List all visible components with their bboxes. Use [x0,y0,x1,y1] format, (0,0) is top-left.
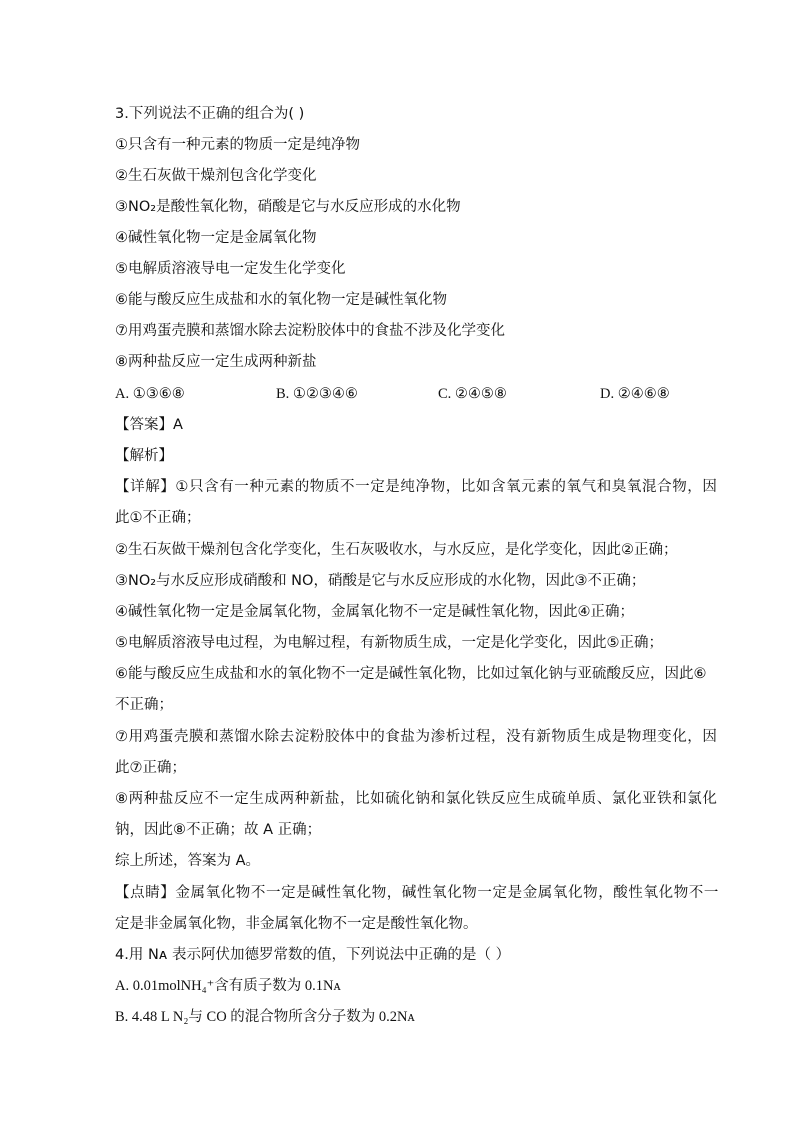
q3-statement-3: ③NO₂是酸性氧化物，硝酸是它与水反应形成的水化物 [115,199,461,215]
q3-option-d: D. ②④⑥⑧ [600,386,670,402]
q3-tip-line-2: 定是非金属氧化物，非金属氧化物不一定是酸性氧化物。 [115,916,478,932]
q3-detail-line-4: ③NO₂与水反应形成硝酸和 NO，硝酸是它与水反应形成的水化物，因此③不正确； [115,573,646,589]
q3-statement-4: ④碱性氧化物一定是金属氧化物 [115,230,317,246]
q3-detail-line-2: 此①不正确； [115,510,201,526]
q3-option-b: B. ①②③④⑥ [276,386,358,402]
q4-stem: 4.用 Nᴀ 表示阿伏加德罗常数的值，下列说法中正确的是（ ） [115,947,511,963]
q3-statement-8: ⑧两种盐反应一定生成两种新盐 [115,354,317,370]
q3-detail-line-13: 综上所述，答案为 A。 [115,853,261,869]
q3-statement-7: ⑦用鸡蛋壳膜和蒸馏水除去淀粉胶体中的食盐不涉及化学变化 [115,323,505,339]
q3-detail-line-9: ⑦用鸡蛋壳膜和蒸馏水除去淀粉胶体中的食盐为渗析过程，没有新物质生成是物理变化，因 [115,729,718,745]
q3-detail-line-10: 此⑦正确； [115,760,186,776]
q3-answer: 【答案】A [115,417,183,433]
q3-statement-5: ⑤电解质溶液导电一定发生化学变化 [115,261,346,277]
q3-analysis-heading: 【解析】 [115,448,173,464]
q3-detail-line-1: 【详解】①只含有一种元素的物质不一定是纯净物，比如含氧元素的氧气和臭氧混合物，因 [115,479,718,495]
q3-statement-2: ②生石灰做干燥剂包含化学变化 [115,168,317,184]
q3-detail-line-11: ⑧两种盐反应不一定生成两种新盐，比如硫化钠和氯化铁反应生成硫单质、氯化亚铁和氯化 [115,791,718,807]
q3-option-a: A. ①③⑥⑧ [115,386,185,402]
q3-detail-line-12: 钠，因此⑧不正确；故 A 正确； [115,822,322,838]
q3-statement-1: ①只含有一种元素的物质一定是纯净物 [115,137,360,153]
q3-detail-line-3: ②生石灰做干燥剂包含化学变化，生石灰吸收水，与水反应，是化学变化，因此②正确； [115,542,678,558]
q3-option-c: C. ②④⑤⑧ [438,386,507,402]
q3-tip-line-1: 【点睛】金属氧化物不一定是碱性氧化物，碱性氧化物一定是金属氧化物，酸性氧化物不一 [115,885,719,901]
q3-stem: 3.下列说法不正确的组合为( ) [115,106,305,122]
q3-detail-line-7: ⑥能与酸反应生成盐和水的氧化物不一定是碱性氧化物，比如过氧化钠与亚硫酸反应，因此⑥ [115,666,707,682]
q3-statement-6: ⑥能与酸反应生成盐和水的氧化物一定是碱性氧化物 [115,292,447,308]
q4-option-a: A. 0.01molNH₄⁺含有质子数为 0.1Nᴀ [115,978,341,994]
q3-detail-line-8: 不正确； [115,697,173,713]
q3-detail-line-6: ⑤电解质溶液导电过程，为电解过程，有新物质生成，一定是化学变化，因此⑤正确； [115,635,663,651]
q3-detail-line-5: ④碱性氧化物一定是金属氧化物，金属氧化物不一定是碱性氧化物，因此④正确； [115,604,634,620]
q4-option-b: B. 4.48 L N₂与 CO 的混合物所含分子数为 0.2Nᴀ [115,1009,415,1025]
